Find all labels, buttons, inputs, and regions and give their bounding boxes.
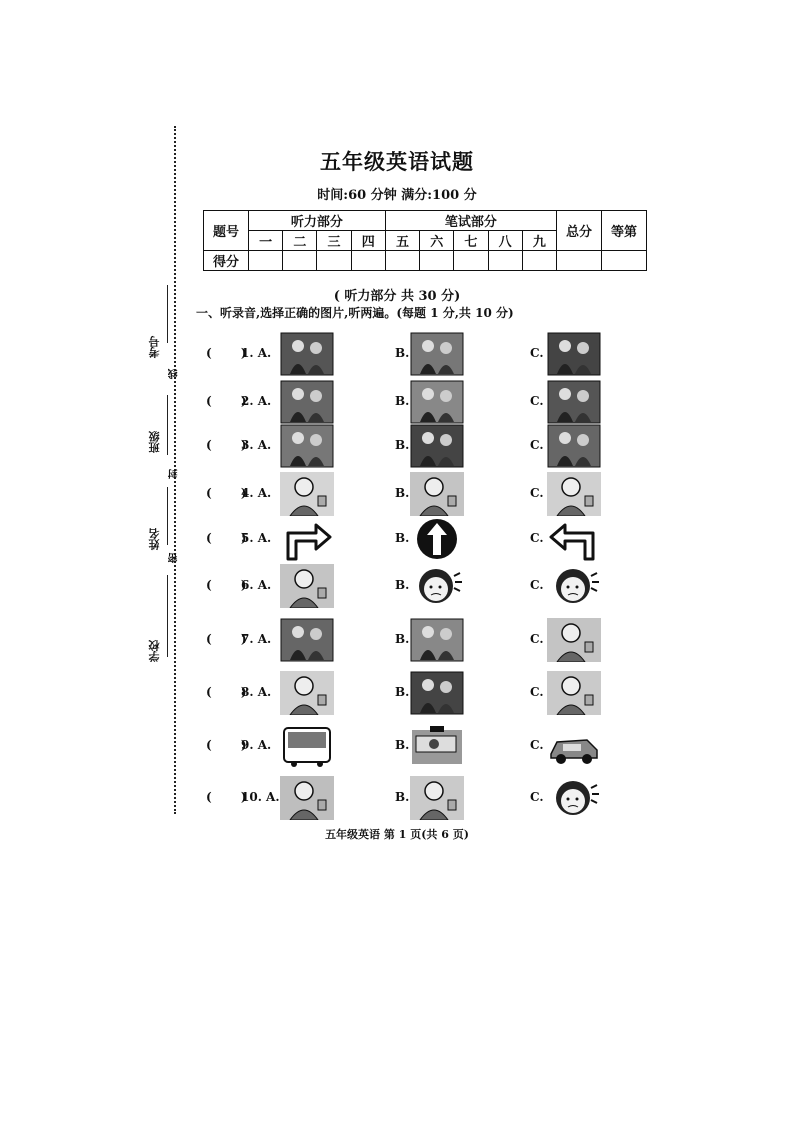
option-c-label: C.: [530, 632, 544, 646]
answer-blank[interactable]: ( ): [206, 738, 247, 752]
score-cell[interactable]: [602, 251, 647, 271]
option-c-label: C.: [530, 685, 544, 699]
question-number: 6. A.: [241, 578, 272, 592]
answer-blank[interactable]: ( ): [206, 578, 247, 592]
col-header: 一: [249, 231, 283, 251]
total-header: 总分: [557, 211, 602, 251]
headache-person-icon[interactable]: [410, 564, 464, 608]
people-scene-icon[interactable]: [410, 424, 464, 468]
col-header: 九: [522, 231, 556, 251]
option-c-label: C.: [530, 346, 544, 360]
person-scene-icon[interactable]: [547, 380, 601, 424]
sick-person-icon[interactable]: [410, 776, 464, 820]
score-cell[interactable]: [385, 251, 419, 271]
turn-left-arrow-icon[interactable]: [547, 517, 601, 561]
class-label: 班级: [148, 431, 161, 453]
score-cell[interactable]: [557, 251, 602, 271]
option-b-label: B.: [395, 685, 410, 699]
answer-blank[interactable]: ( ): [206, 486, 247, 500]
room-scene-icon[interactable]: [547, 424, 601, 468]
hospital-scene-icon[interactable]: [410, 618, 464, 662]
toothache-person-icon[interactable]: [547, 564, 601, 608]
page-footer: 五年级英语 第 1 页(共 6 页): [325, 828, 469, 841]
go-straight-arrow-icon[interactable]: [410, 517, 464, 561]
option-b-label: B.: [395, 346, 410, 360]
page-title: 五年级英语试题: [320, 149, 474, 174]
question-number: 4. A.: [241, 486, 272, 500]
row-header: 题号: [204, 211, 249, 251]
answer-blank[interactable]: ( ): [206, 438, 247, 452]
cold-person-icon[interactable]: [280, 671, 334, 715]
grade-header: 等第: [602, 211, 647, 251]
question-number: 1. A.: [241, 346, 272, 360]
school-underline: [167, 575, 168, 657]
score-table: [203, 210, 647, 271]
writing-header: 笔试部分: [385, 211, 556, 231]
option-c-label: C.: [530, 394, 544, 408]
turn-right-arrow-icon[interactable]: [280, 517, 334, 561]
answer-blank[interactable]: ( ): [206, 790, 247, 804]
option-b-label: B.: [395, 790, 410, 804]
cut-char-line: 线: [169, 369, 180, 379]
school-label: 学校: [148, 640, 161, 662]
car-icon[interactable]: [547, 724, 601, 768]
col-header: 四: [351, 231, 385, 251]
name-label: 姓名: [148, 528, 161, 550]
exam-info: 时间:60 分钟 满分:100 分: [317, 188, 477, 203]
question-number: 9. A.: [241, 738, 272, 752]
score-cell[interactable]: [488, 251, 522, 271]
question-number: 5. A.: [241, 531, 272, 545]
option-b-label: B.: [395, 738, 410, 752]
people-scene-icon[interactable]: [410, 671, 464, 715]
answer-blank[interactable]: ( ): [206, 632, 247, 646]
score-cell[interactable]: [420, 251, 454, 271]
option-b-label: B.: [395, 578, 410, 592]
sick-person-icon[interactable]: [547, 618, 601, 662]
option-c-label: C.: [530, 438, 544, 452]
instruction: 一、听录音,选择正确的图片,听两遍。(每题 1 分,共 10 分): [196, 306, 514, 320]
cut-char-seal: 封: [169, 469, 180, 479]
person-scene-icon[interactable]: [410, 380, 464, 424]
option-b-label: B.: [395, 394, 410, 408]
people-scene-icon[interactable]: [280, 380, 334, 424]
score-label: 得分: [204, 251, 249, 271]
option-b-label: B.: [395, 438, 410, 452]
answer-blank[interactable]: ( ): [206, 531, 247, 545]
exam-no-label: 考号: [148, 336, 161, 358]
question-number: 7. A.: [241, 632, 272, 646]
answer-blank[interactable]: ( ): [206, 394, 247, 408]
people-scene-icon[interactable]: [280, 332, 334, 376]
option-c-label: C.: [530, 578, 544, 592]
option-c-label: C.: [530, 790, 544, 804]
option-c-label: C.: [530, 531, 544, 545]
name-underline: [167, 487, 168, 545]
option-b-label: B.: [395, 486, 410, 500]
score-cell[interactable]: [522, 251, 556, 271]
bus-icon[interactable]: [280, 724, 334, 768]
question-number: 3. A.: [241, 438, 272, 452]
option-c-label: C.: [530, 486, 544, 500]
score-cell[interactable]: [454, 251, 488, 271]
col-header: 八: [488, 231, 522, 251]
score-cell[interactable]: [351, 251, 385, 271]
question-number: 8. A.: [241, 685, 272, 699]
drinking-person-icon[interactable]: [547, 671, 601, 715]
score-cell[interactable]: [249, 251, 283, 271]
sick-person-icon[interactable]: [410, 472, 464, 516]
col-header: 七: [454, 231, 488, 251]
people-scene-icon[interactable]: [280, 618, 334, 662]
cut-char-secret: 密: [169, 553, 180, 563]
answer-blank[interactable]: ( ): [206, 346, 247, 360]
toothache-person-icon[interactable]: [547, 776, 601, 820]
people-scene-icon[interactable]: [280, 424, 334, 468]
person-scene-icon[interactable]: [410, 332, 464, 376]
col-header: 六: [420, 231, 454, 251]
col-header: 三: [317, 231, 351, 251]
score-cell[interactable]: [317, 251, 351, 271]
option-c-label: C.: [530, 738, 544, 752]
question-number: 2. A.: [241, 394, 272, 408]
col-header: 五: [385, 231, 419, 251]
sick-person-icon[interactable]: [280, 564, 334, 608]
section-title: ( 听力部分 共 30 分): [333, 289, 461, 304]
class-underline: [167, 395, 168, 455]
question-number: 10. A.: [241, 790, 280, 804]
taxi-icon[interactable]: [410, 724, 464, 768]
sick-person-icon[interactable]: [280, 472, 334, 516]
option-b-label: B.: [395, 531, 410, 545]
listening-header: 听力部分: [249, 211, 386, 231]
option-b-label: B.: [395, 632, 410, 646]
col-header: 二: [283, 231, 317, 251]
answer-blank[interactable]: ( ): [206, 685, 247, 699]
people-scene-icon[interactable]: [547, 332, 601, 376]
drinking-person-icon[interactable]: [280, 776, 334, 820]
sick-person-icon[interactable]: [547, 472, 601, 516]
score-cell[interactable]: [283, 251, 317, 271]
